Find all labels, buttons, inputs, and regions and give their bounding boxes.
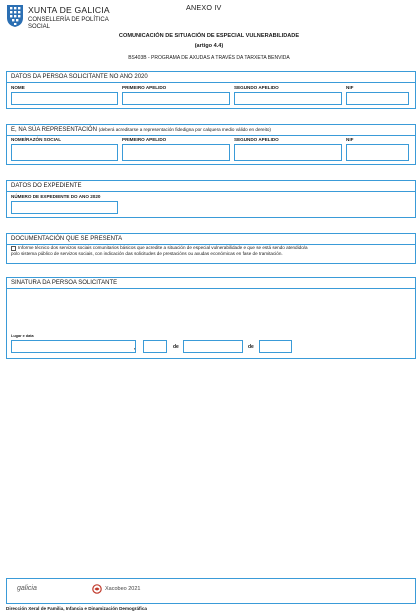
rep-first-surname-input[interactable] (122, 144, 230, 161)
section-divider (7, 82, 415, 83)
documentation-section (6, 233, 416, 264)
rep-nif-input[interactable] (346, 144, 409, 161)
representative-section (6, 124, 416, 165)
rep-name-input[interactable] (11, 144, 118, 161)
documentation-heading: DOCUMENTACIÓN QUE SE PRESENTA (11, 236, 123, 242)
applicant-heading: DATOS DA PERSOA SOLICITANTE NO ANO 2020 (11, 74, 148, 80)
first-surname-label: PRIMEIRO APELIDO (122, 85, 167, 90)
footer-logos (6, 578, 416, 604)
day-input[interactable] (143, 340, 167, 353)
place-date-label: Lugar e data (11, 334, 34, 338)
shield-icon (6, 4, 24, 28)
logo-subtitle-1: CONSELLERÍA DE POLÍTICA (28, 17, 109, 23)
xacobeo-logo: Xacobeo 2021 (105, 586, 141, 592)
representative-heading-row (11, 127, 271, 133)
representative-note: (deberá acreditarse a representación fidedigna por calquera medio válido en dereito) (98, 127, 271, 132)
rep-second-surname-input[interactable] (234, 144, 342, 161)
expedient-section (6, 180, 416, 218)
galicia-logo: galicia (17, 585, 37, 592)
year-input[interactable] (259, 340, 292, 353)
section-divider (7, 288, 415, 289)
expedient-heading: DATOS DO EXPEDIENTE (11, 183, 82, 189)
signature-heading: SINATURA DA PERSOA SOLICITANTE (11, 280, 118, 286)
annex-label: ANEXO IV (186, 3, 222, 12)
rep-name-label: NOME/RAZÓN SOCIAL (11, 137, 62, 142)
place-input[interactable] (11, 340, 136, 353)
procedure-code: BS403B - PROGRAMA DE AXUDAS A TRAVÉS DA TARXETA BENVIDA (128, 55, 290, 61)
page-title-article: (artigo 4.4) (194, 43, 224, 49)
applicant-section (6, 71, 416, 109)
logo-title: XUNTA DE GALICIA (28, 5, 110, 15)
first-surname-input[interactable] (122, 92, 230, 105)
month-input[interactable] (183, 340, 243, 353)
report-description-2: polo sistema público de servizos sociais, con indicación das solicitudes de prestacións ou axudas económicas en fase de tramitación. (11, 251, 283, 256)
page-title: COMUNICACIÓN DE SITUACIÓN DE ESPECIAL VULNERABILIDADE (118, 33, 300, 39)
section-divider (7, 135, 415, 136)
name-label: NOME (11, 85, 25, 90)
report-description-1: Informe técnico dos servizos sociais comunitarios básicos que acredite a situación de especial vulnerabilidade e que se está sendo atendido/a (18, 245, 308, 250)
representative-heading: E, NA SÚA REPRESENTACIÓN (11, 127, 97, 133)
nif-input[interactable] (346, 92, 409, 105)
xunta-logo (6, 4, 126, 34)
de-separator-2: de (248, 344, 254, 350)
second-surname-label: SEGUNDO APELIDO (234, 85, 279, 90)
nif-label: NIF (346, 85, 354, 90)
expedient-number-label: NÚMERO DE EXPEDIENTE DO ANO 2020 (11, 194, 101, 199)
rep-second-surname-label: SEGUNDO APELIDO (234, 137, 279, 142)
comma-separator: , (134, 345, 136, 351)
rep-first-surname-label: PRIMEIRO APELIDO (122, 137, 167, 142)
signature-section (6, 277, 416, 359)
second-surname-input[interactable] (234, 92, 342, 105)
de-separator-1: de (173, 344, 179, 350)
logo-subtitle-2: SOCIAL (28, 24, 51, 30)
directorate-text: Dirección Xeral de Familia, Infancia e Dinamización Demográfica (6, 606, 147, 611)
name-input[interactable] (11, 92, 118, 105)
expedient-number-input[interactable] (11, 201, 118, 214)
xacobeo-icon (92, 584, 102, 594)
section-divider (7, 191, 415, 192)
rep-nif-label: NIF (346, 137, 354, 142)
